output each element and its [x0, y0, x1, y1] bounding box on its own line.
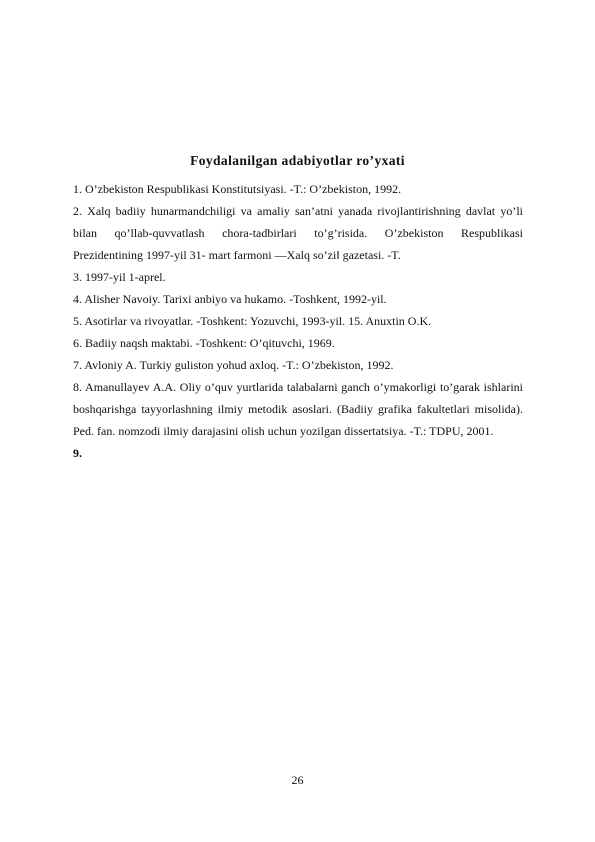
page-number: 26: [291, 773, 304, 787]
reference-item-7: 7. Avloniy A. Turkiy guliston yohud axloq. -T.: O’zbekiston, 1992.: [73, 358, 394, 372]
reference-item-9-number: 9.: [73, 446, 82, 460]
reference-item-6: 6. Badiiy naqsh maktabi. -Toshkent: O’qituvchi, 1969.: [73, 336, 335, 350]
reference-list: [73, 178, 523, 464]
page-title: Foydalanilgan adabiyotlar ro’yxati: [190, 153, 405, 168]
reference-item-2: 2. Xalq badiiy hunarmandchiligi va amaliy san’atni yanada rivojlantirishning davlat yo’li bilan qo’llab-quvvatlash chora-tadbirlari to’g’risida. O’zbekiston Respublikasi Prezidentining 1997-yil 31- mart farmoni ―Xalq so’zi‖ gazetasi. -T.: [73, 204, 523, 262]
reference-item-4: 4. Alisher Navoiy. Tarixi anbiyo va hukamo. -Toshkent, 1992-yil.: [73, 292, 387, 306]
reference-item-5: 5. Asotirlar va rivoyatlar. -Toshkent: Yozuvchi, 1993-yil. 15. Anuxtin O.K.: [73, 314, 432, 328]
reference-item-8: 8. Amanullayev A.A. Oliy o’quv yurtlarida talabalarni ganch o’ymakorligi to’garak ishlarini boshqarishga tayyorlashning ilmiy metodik asoslari. (Badiiy grafika fakultetlari misolida). Ped. fan. nomzodi ilmiy darajasini olish uchun yozilgan dissertatsiya. -T.: TDPU, 2001.: [73, 380, 523, 438]
reference-item-1: 1. O’zbekiston Respublikasi Konstitutsiyasi. -T.: O’zbekiston, 1992.: [73, 182, 402, 196]
reference-item-3: 3. 1997-yil 1-aprel.: [73, 270, 166, 284]
